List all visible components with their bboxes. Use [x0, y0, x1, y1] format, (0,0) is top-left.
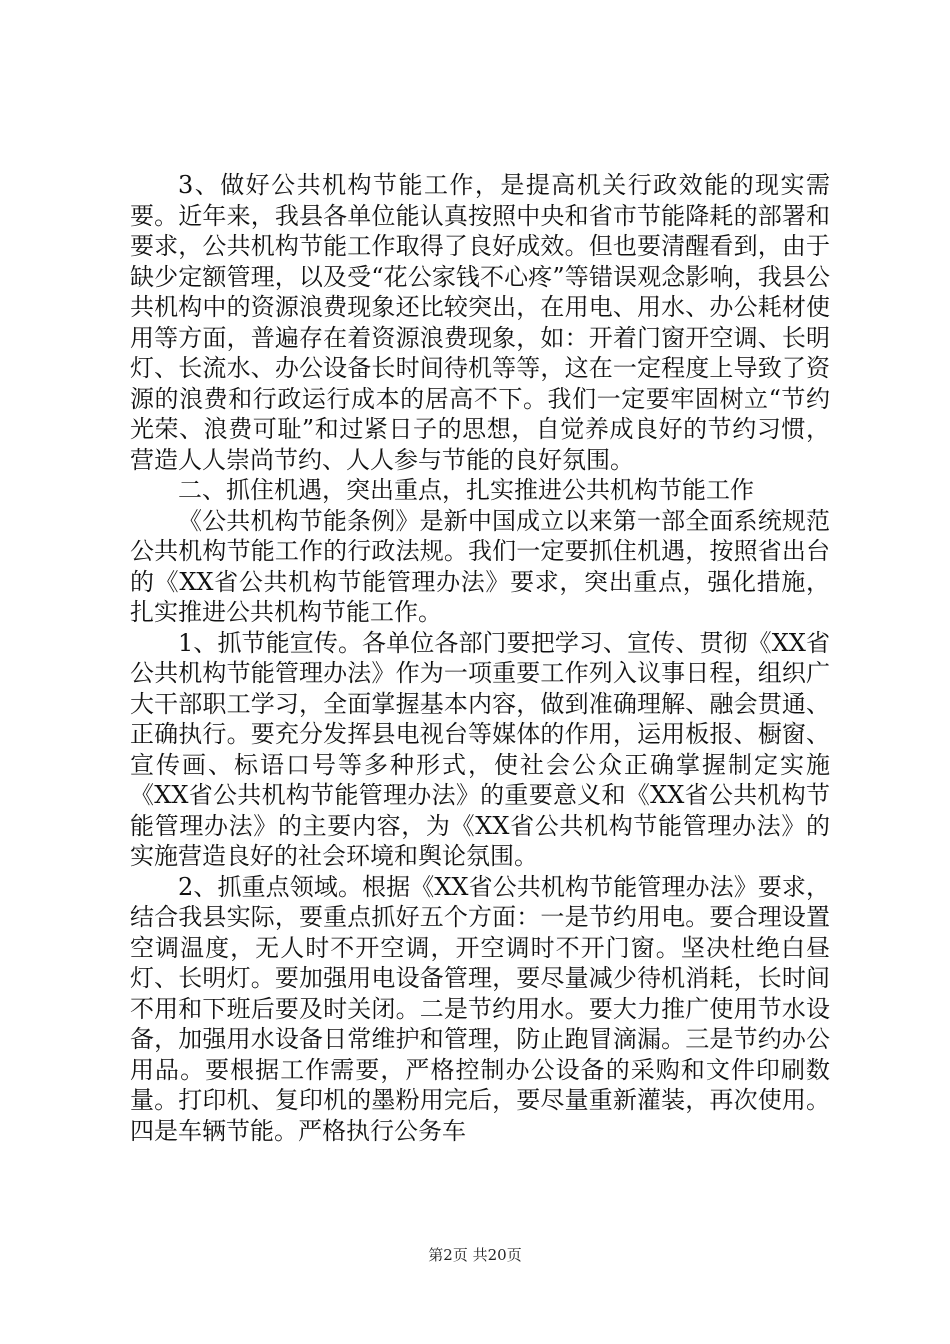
page-footer: 第2页 共20页: [428, 1246, 522, 1264]
paragraph-item-1: 1、抓节能宣传。各单位各部门要把学习、宣传、贯彻《XX省公共机构节能管理办法》作为一项重要工作列入议事日程，组织广大干部职工学习，全面掌握基本内容，做到准确理解、融会贯通、正确执行。要充分发挥县电视台等媒体的作用，运用板报、橱窗、宣传画、标语口号等多种形式，使社会公众正确掌握制定实施《XX省公共机构节能管理办法》的重要意义和《XX省公共机构节能管理办法》的主要内容，为《XX省公共机构节能管理办法》的实施营造良好的社会环境和舆论氛围。: [130, 628, 830, 870]
paragraph-point-3: 3、做好公共机构节能工作，是提高机关行政效能的现实需要。近年来，我县各单位能认真按照中央和省市节能降耗的部署和要求，公共机构节能工作取得了良好成效。但也要清醒看到，由于缺少定额管理，以及受“花公家钱不心疼”等错误观念影响，我县公共机构中的资源浪费现象还比较突出，在用电、用水、办公耗材使用等方面，普遍存在着资源浪费现象，如：开着门窗开空调、长明灯、长流水、办公设备长时间待机等等，这在一定程度上导致了资源的浪费和行政运行成本的居高不下。我们一定要牢固树立“节约光荣、浪费可耻”和过紧日子的思想，自觉养成良好的节约习惯，营造人人崇尚节约、人人参与节能的良好氛围。: [130, 171, 830, 474]
paragraph-regulation-intro: 《公共机构节能条例》是新中国成立以来第一部全面系统规范公共机构节能工作的行政法规。我们一定要抓住机遇，按照省出台的《XX省公共机构节能管理办法》要求，突出重点，强化措施，扎实推进公共机构节能工作。: [130, 506, 830, 626]
paragraph-item-2: 2、抓重点领域。根据《XX省公共机构节能管理办法》要求，结合我县实际，要重点抓好五个方面：一是节约用电。要合理设置空调温度，无人时不开空调，开空调时不开门窗。坚决杜绝白昼灯、长明灯。要加强用电设备管理，要尽量减少待机消耗，长时间不用和下班后要及时关闭。二是节约用水。要大力推广使用节水设备，加强用水设备日常维护和管理，防止跑冒滴漏。三是节约办公用品。要根据工作需要，严格控制办公设备的采购和文件印刷数量。打印机、复印机的墨粉用完后，要尽量重新灌装，再次使用。四是车辆节能。严格执行公务车: [130, 872, 830, 1145]
section-heading-2: 二、抓住机遇，突出重点，扎实推进公共机构节能工作: [178, 476, 754, 504]
document-body: [130, 170, 830, 1146]
